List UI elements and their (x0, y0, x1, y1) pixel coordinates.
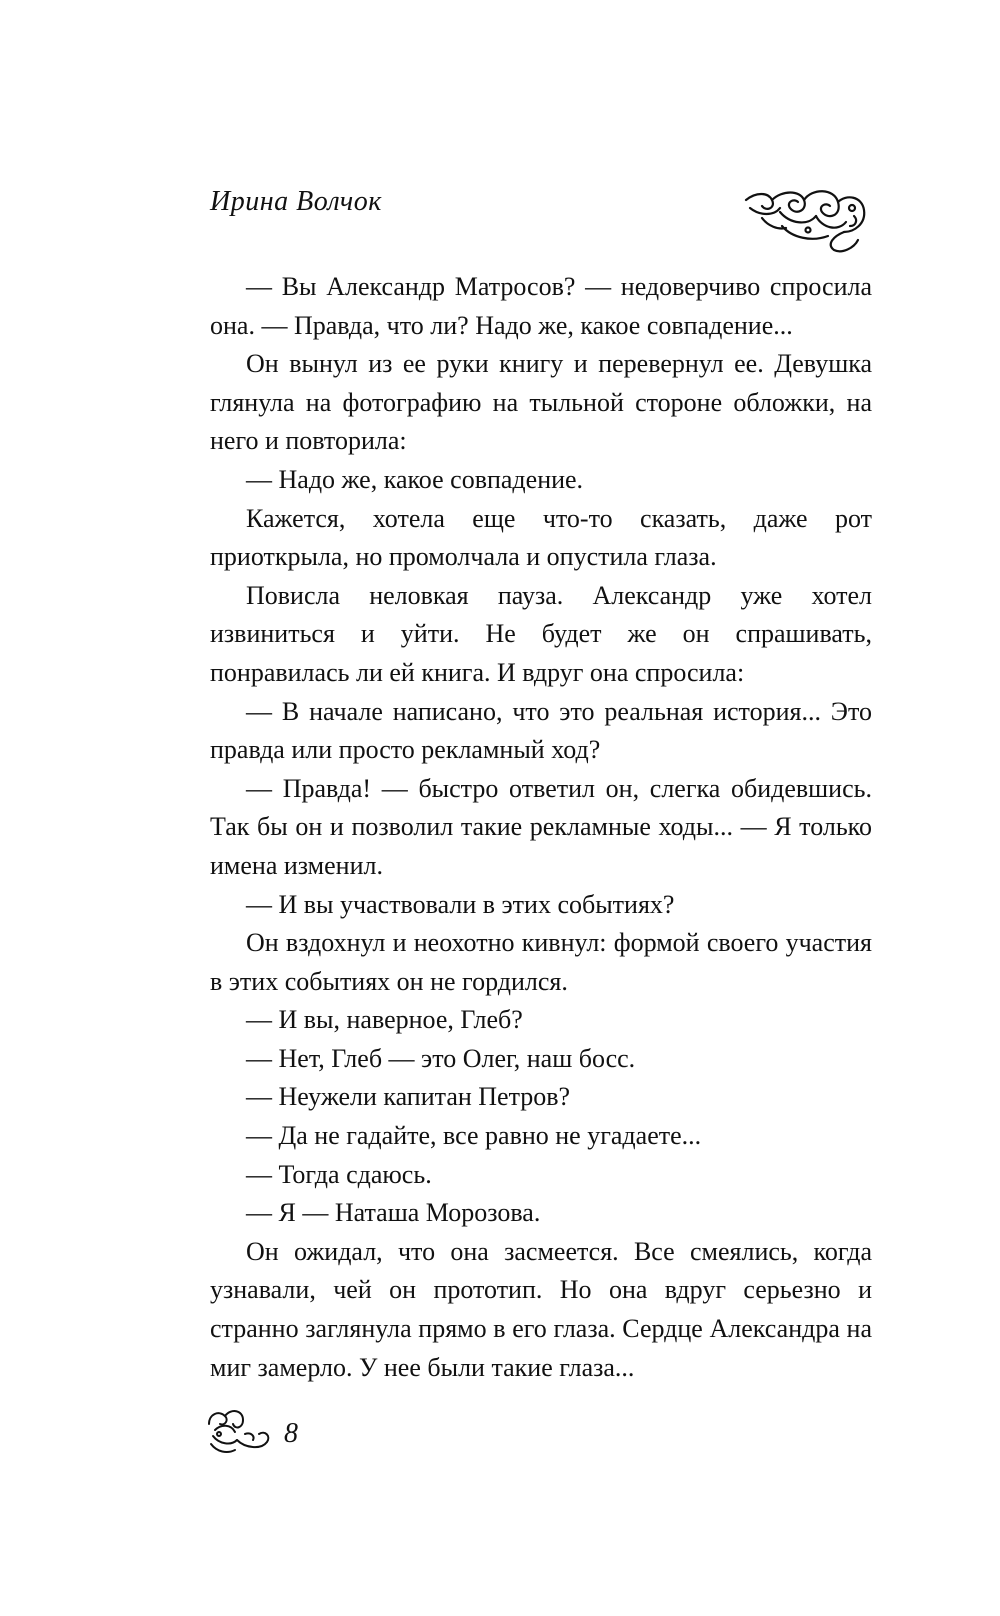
paragraph: — Неужели капитан Петров? (246, 1082, 571, 1112)
decorative-ornament-icon (742, 186, 872, 256)
paragraph: Он вынул из ее руки книгу и перевернул ее. Девушка глянула на фотографию на тыльной стороне обложки, на него и повторила: (210, 349, 872, 456)
paragraph: Он вздохнул и неохотно кивнул: формой своего участия в этих событиях он не гордился. (210, 928, 872, 996)
paragraph: Повисла неловкая пауза. Александр уже хотел извиниться и уйти. Не будет же он спрашивать, понравилась ли ей книга. И вдруг она спросила: (210, 580, 872, 687)
paragraph: — Вы Александр Матросов? — недоверчиво спросила она. — Правда, что ли? Надо же, какое совпадение... (210, 272, 872, 340)
paragraph: — Правда! — быстро ответил он, слегка обидевшись. Так бы он и позволил такие рекламные ходы... — Я только имена изменил. (210, 773, 872, 880)
paragraph: — В начале написано, что это реальная история... Это правда или просто рекламный ход? (210, 696, 872, 765)
running-header-author: Ирина Волчок (210, 186, 382, 217)
body-text (210, 268, 872, 1387)
paragraph: — Тогда сдаюсь. (246, 1159, 432, 1189)
paragraph: Он ожидал, что она засмеется. Все смеялись, когда узнавали, чей он прототип. Но она вдруг серьезно и странно заглянула прямо в его глаза. Сердце Александра на миг замерло. У нее были такие глаза... (210, 1236, 872, 1382)
footer-ornament-icon (205, 1404, 273, 1456)
paragraph: — Надо же, какое совпадение. (246, 464, 584, 494)
page-number: 8 (284, 1418, 298, 1449)
paragraph: — Я — Наташа Морозова. (246, 1198, 541, 1228)
paragraph: — Да не гадайте, все равно не угадаете... (246, 1121, 702, 1151)
paragraph: — И вы, наверное, Глеб? (246, 1005, 523, 1035)
paragraph: Кажется, хотела еще что-то сказать, даже рот приоткрыла, но промолчала и опустила глаза. (210, 503, 872, 572)
paragraph: — Нет, Глеб — это Олег, наш босс. (246, 1043, 636, 1073)
paragraph: — И вы участвовали в этих событиях? (246, 889, 675, 919)
